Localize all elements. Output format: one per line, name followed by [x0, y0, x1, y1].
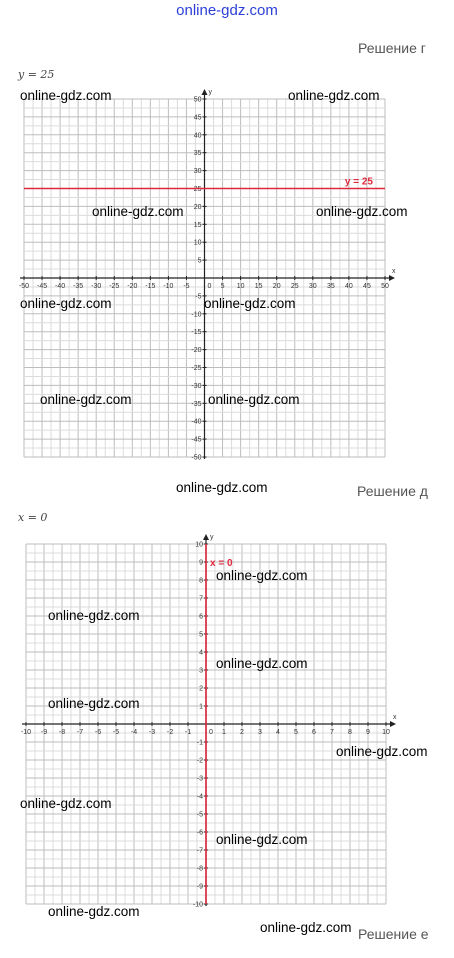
y-tick-label: 40 [193, 132, 202, 140]
y-tick-label: 35 [193, 150, 202, 158]
y-tick-label: -2 [196, 757, 203, 765]
y-axis-arrow [202, 89, 208, 95]
x-tick-label: -3 [148, 729, 156, 736]
x-tick-label: -50 [18, 283, 30, 290]
x-tick-label: -15 [145, 283, 156, 290]
x-tick-label: -10 [163, 283, 174, 290]
watermark: online-gdz.com [208, 392, 300, 407]
x-tick-label: 45 [363, 283, 371, 290]
x-axis-arrow [390, 721, 396, 727]
x-tick-label: -1 [184, 729, 192, 736]
watermark: online-gdz.com [92, 204, 184, 219]
y-tick-label: 1 [199, 703, 203, 711]
section-title-g: Решение г [358, 40, 426, 56]
x-tick-label: 0 [207, 283, 212, 290]
y-tick-label: -35 [191, 400, 202, 408]
x-axis-label: x [392, 268, 396, 275]
section-title-d: Решение д [357, 483, 428, 499]
x-tick-label: -25 [109, 283, 120, 290]
y-axis-label: y [208, 89, 212, 96]
y-tick-label: -10 [191, 311, 202, 319]
watermark: online-gdz.com [20, 296, 112, 311]
x-tick-label: -45 [36, 283, 48, 290]
y-tick-label: -20 [191, 347, 202, 355]
y-tick-label: 50 [193, 96, 202, 104]
y-tick-label: -45 [191, 436, 202, 444]
y-tick-label: -3 [196, 775, 203, 783]
x-tick-label: 10 [236, 283, 245, 290]
y-tick-label: 5 [199, 631, 203, 639]
x-tick-label: -5 [112, 729, 120, 736]
y-tick-label: -10 [192, 901, 203, 909]
equation-label-d: x = 0 [18, 511, 48, 524]
x-tick-label: -35 [73, 283, 84, 290]
x-tick-label: 7 [330, 729, 334, 736]
y-tick-label: 25 [193, 186, 202, 193]
y-tick-label: -50 [191, 454, 202, 462]
watermark: online-gdz.com [216, 568, 308, 583]
y-tick-label: -1 [196, 739, 203, 747]
y-tick-label: -9 [196, 883, 203, 891]
watermark: online-gdz.com [204, 296, 296, 311]
watermark: online-gdz.com [288, 88, 380, 103]
x-tick-label: 40 [345, 283, 353, 290]
x-tick-label: -5 [183, 283, 190, 290]
watermark: online-gdz.com [216, 656, 308, 671]
x-tick-label: -8 [58, 729, 66, 736]
x-tick-label: -2 [166, 729, 174, 736]
y-tick-label: 9 [199, 559, 203, 567]
y-tick-label: 30 [193, 168, 202, 176]
x-tick-label: -6 [94, 729, 102, 736]
watermark: online-gdz.com [40, 392, 132, 407]
y-tick-label: -25 [191, 365, 202, 372]
x-tick-label: 6 [312, 729, 316, 736]
site-link[interactable]: online-gdz.com [176, 2, 278, 19]
y-tick-label: 10 [195, 541, 203, 549]
x-axis-label: x [393, 714, 397, 721]
x-tick-label: 10 [382, 729, 390, 736]
y-tick-label: -40 [191, 418, 202, 426]
y-tick-label: 8 [199, 577, 203, 585]
y-tick-label: -5 [196, 811, 203, 819]
y-tick-label: 6 [199, 613, 203, 621]
y-axis-arrow [203, 534, 209, 540]
x-axis-arrow [389, 275, 395, 281]
x-tick-label: -20 [127, 283, 138, 290]
x-tick-label: 20 [272, 283, 281, 290]
y-tick-label: 7 [199, 595, 203, 603]
x-tick-label: 2 [240, 729, 244, 736]
y-tick-label: 10 [193, 239, 202, 247]
watermark: online-gdz.com [316, 204, 408, 219]
x-tick-label: -40 [55, 283, 66, 290]
x-tick-label: 15 [254, 283, 263, 290]
x-tick-label: 5 [220, 283, 225, 290]
x-tick-label: -30 [91, 283, 102, 290]
x-tick-label: 5 [294, 729, 298, 736]
y-tick-label: 5 [197, 257, 202, 265]
y-tick-label: -5 [195, 293, 202, 301]
watermark: online-gdz.com [336, 744, 428, 759]
x-tick-label: 35 [326, 283, 335, 290]
y-tick-label: -4 [196, 793, 203, 801]
watermark: online-gdz.com [48, 904, 140, 919]
x-tick-label: 3 [258, 729, 262, 736]
watermark: online-gdz.com [48, 608, 140, 623]
watermark: online-gdz.com [260, 920, 352, 935]
x-tick-label: -7 [76, 729, 84, 736]
graph-x-equals-0 [0, 530, 454, 915]
watermark: online-gdz.com [20, 88, 112, 103]
y-tick-label: -15 [191, 329, 202, 337]
y-tick-label: 3 [199, 667, 203, 675]
y-tick-label: 4 [199, 649, 203, 657]
graph-y-equals-25 [0, 85, 454, 470]
x-tick-label: -4 [130, 729, 138, 736]
function-line-label: x = 0 [210, 558, 233, 569]
x-tick-label: 30 [308, 283, 317, 290]
watermark: online-gdz.com [20, 796, 112, 811]
equation-label-g: y = 25 [18, 68, 55, 81]
y-tick-label: 45 [193, 114, 202, 122]
x-tick-label: 4 [276, 729, 280, 736]
x-tick-label: 25 [290, 283, 299, 290]
x-tick-label: 8 [348, 729, 352, 736]
y-axis-label: y [210, 534, 214, 541]
x-tick-label: -10 [20, 729, 32, 736]
y-tick-label: 20 [193, 203, 202, 211]
watermark: online-gdz.com [48, 696, 140, 711]
y-tick-label: 2 [199, 685, 203, 693]
y-tick-label: -8 [196, 865, 203, 873]
watermark: online-gdz.com [176, 480, 268, 495]
x-tick-label: 9 [366, 729, 370, 736]
section-title-e: Решение е [358, 926, 429, 942]
watermark: online-gdz.com [216, 832, 308, 847]
y-tick-label: -6 [196, 829, 203, 837]
x-tick-label: 50 [381, 283, 389, 290]
x-tick-label: 1 [222, 729, 226, 736]
x-tick-label: -9 [40, 729, 48, 736]
x-tick-label: 0 [209, 729, 213, 736]
y-tick-label: 15 [193, 221, 202, 229]
function-line-label: y = 25 [344, 176, 373, 188]
y-tick-label: -7 [196, 847, 203, 855]
y-tick-label: -30 [191, 382, 202, 390]
